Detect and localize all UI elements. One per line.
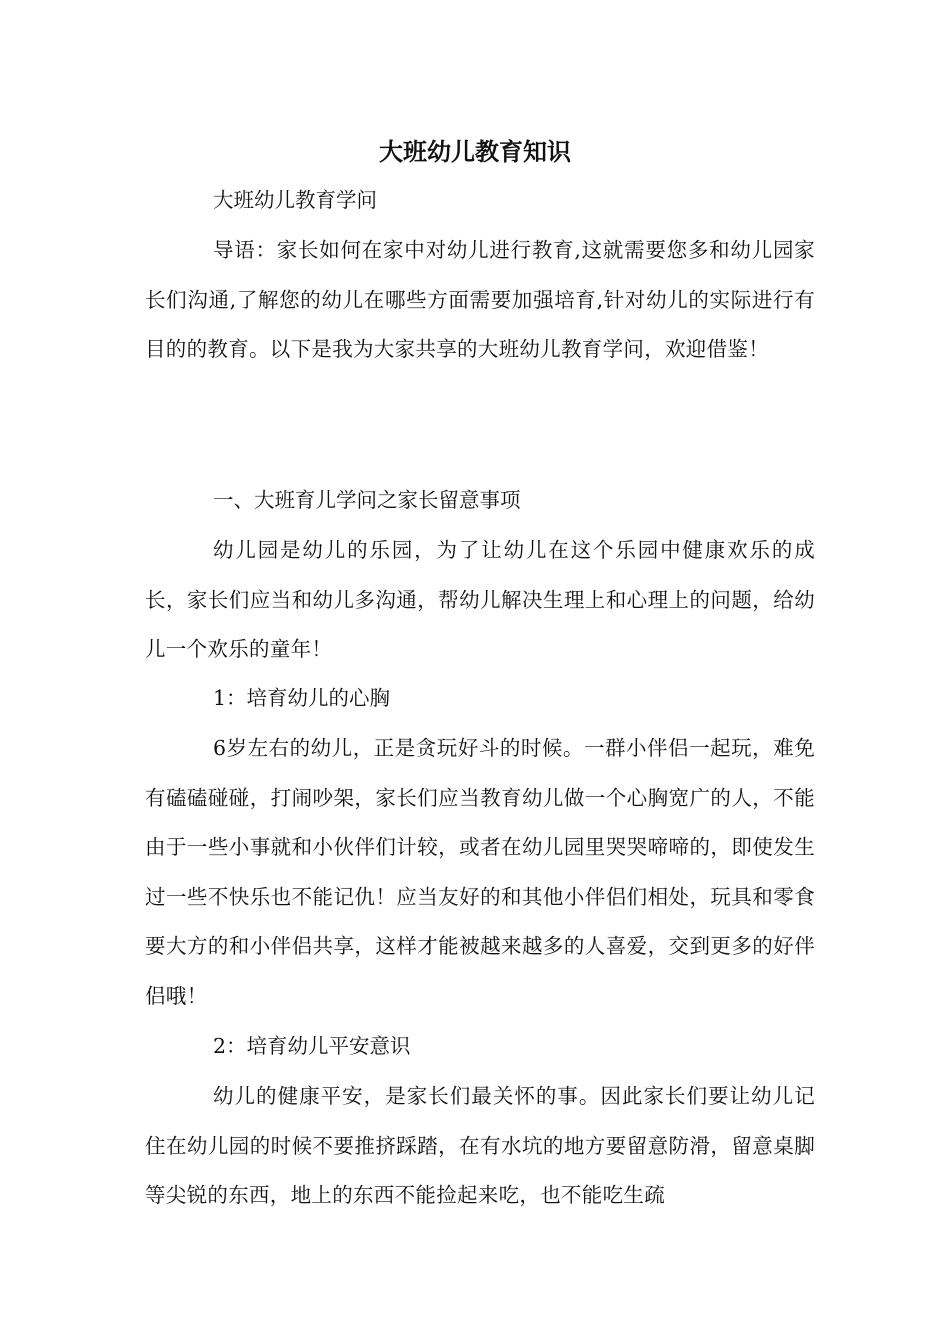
- item2-paragraph: 幼儿的健康平安，是家长们最关怀的事。因此家长们要让幼儿记住在幼儿园的时候不要推挤踩踏，在有水坑的地方要留意防滑，留意桌脚等尖锐的东西，地上的东西不能捡起来吃，也不能吃生疏: [145, 1084, 815, 1207]
- document-subtitle: 大班幼儿教育学问: [213, 188, 377, 212]
- item1-heading: 1：培育幼儿的心胸: [213, 686, 391, 710]
- document-title: 大班幼儿教育知识: [379, 137, 571, 166]
- section1-paragraph: 幼儿园是幼儿的乐园，为了让幼儿在这个乐园中健康欢乐的成长，家长们应当和幼儿多沟通，帮幼儿解决生理上和心理上的问题，给幼儿一个欢乐的童年！: [145, 538, 815, 661]
- item1-paragraph: 6岁左右的幼儿，正是贪玩好斗的时候。一群小伴侣一起玩，难免有磕磕碰碰，打闹吵架，家长们应当教育幼儿做一个心胸宽广的人，不能由于一些小事就和小伙伴们计较，或者在幼儿园里哭哭啼啼的，即使发生过一些不快乐也不能记仇！应当友好的和其他小伴侣们相处，玩具和零食要大方的和小伴侣共享，这样才能被越来越多的人喜爱，交到更多的好伴侣哦！: [145, 736, 815, 1008]
- item2-heading: 2：培育幼儿平安意识: [213, 1034, 411, 1058]
- intro-paragraph: 导语：家长如何在家中对幼儿进行教育,这就需要您多和幼儿园家长们沟通,了解您的幼儿在哪些方面需要加强培育,针对幼儿的实际进行有目的的教育。以下是我为大家共享的大班幼儿教育学问，欢迎借鉴！: [145, 238, 815, 361]
- section1-heading: 一、大班育儿学问之家长留意事项: [213, 488, 521, 512]
